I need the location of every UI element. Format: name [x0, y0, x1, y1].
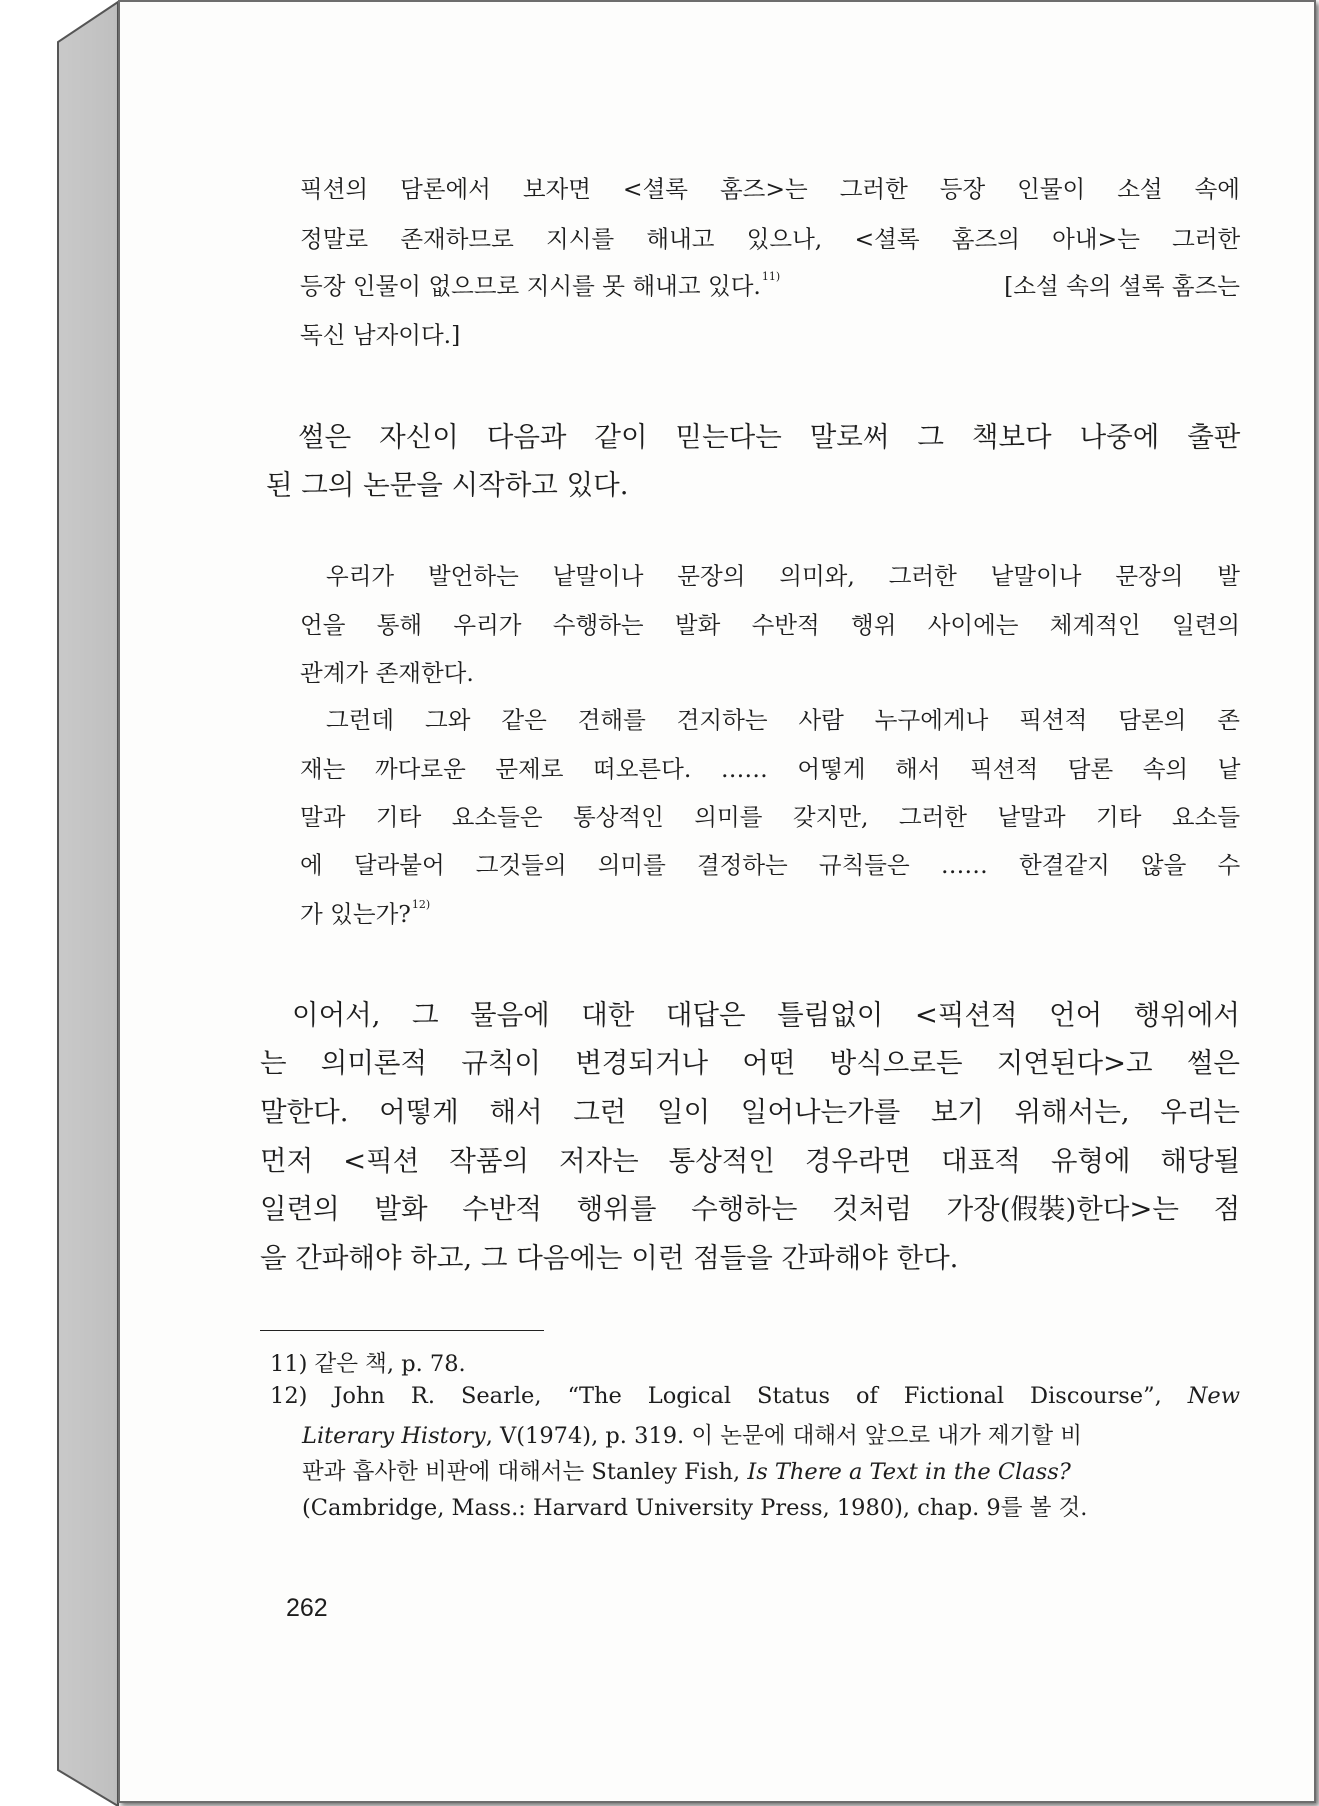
quote1-line-4: 독신 남자이다.]: [300, 321, 461, 349]
footnote-divider: [260, 1330, 544, 1331]
quote1-line-3: [300, 267, 780, 301]
quote2-line-4: 그런데 그와 같은 견해를 견지하는 사람 누구에게나 픽션적 담론의 존: [326, 706, 1240, 734]
footnote-12-journal-part1: New: [1187, 1383, 1240, 1409]
footnote-12-line-3-text: 판과 흡사한 비판에 대해서는 Stanley Fish,: [302, 1459, 741, 1485]
quote1-line-1: 픽션의 담론에서 보자면 <셜록 홈즈>는 그러한 등장 인물이 소설 속에: [300, 175, 1240, 203]
body2-line-3: 말한다. 어떻게 해서 그런 일이 일어나는가를 보기 위해서는, 우리는: [260, 1096, 1240, 1128]
footnote-12-line-4: (Cambridge, Mass.: Harvard University Press, 1980), chap. 9를 볼 것.: [302, 1495, 1088, 1521]
quote2-line-5: 재는 까다로운 문제로 떠오른다. …… 어떻게 해서 픽션적 담론 속의 낱: [300, 755, 1241, 783]
footnote-ref-12[interactable]: 12): [411, 898, 431, 911]
quote1-line-3-text: 등장 인물이 없으므로 지시를 못 해내고 있다.: [300, 272, 761, 300]
body2-line-4: 먼저 <픽션 작품의 저자는 통상적인 경우라면 대표적 유형에 해당될: [260, 1145, 1241, 1177]
quote1-line-3-bracket: [소설 속의 셜록 홈즈는: [1004, 272, 1240, 300]
document-page: [118, 0, 1316, 1803]
body2-line-1: 이어서, 그 물음에 대한 대답은 틀림없이 <픽션적 언어 행위에서: [292, 999, 1240, 1031]
quote2-line-7: 에 달라붙어 그것들의 의미를 결정하는 규칙들은 …… 한결같지 않을 수: [300, 851, 1241, 879]
body2-line-6: 을 간파해야 하고, 그 다음에는 이런 점들을 간파해야 한다.: [260, 1242, 959, 1274]
footnote-12-line-1: [270, 1383, 1240, 1409]
footnote-12-journal-part2: Literary History: [302, 1423, 486, 1449]
footnote-11: 11) 같은 책, p. 78.: [270, 1351, 466, 1377]
footnote-12-book-title: Is There a Text in the Class?: [747, 1459, 1071, 1485]
body1-line-2: 된 그의 논문을 시작하고 있다.: [266, 469, 629, 501]
footnote-12-line-2: [302, 1418, 1240, 1450]
book-spine: [0, 0, 130, 1806]
body2-line-5: 일련의 발화 수반적 행위를 수행하는 것처럼 가장(假裝)한다>는 점: [260, 1193, 1241, 1225]
footnote-12-line-1-text: 12) John R. Searle, “The Logical Status of Fictional Discourse”,: [270, 1383, 1162, 1409]
quote2-line-2: 언을 통해 우리가 수행하는 발화 수반적 행위 사이에는 체계적인 일련의: [300, 611, 1240, 639]
quote2-line-1: 우리가 발언하는 낱말이나 문장의 의미와, 그러한 낱말이나 문장의 발: [326, 562, 1240, 590]
body1-line-1: 썰은 자신이 다음과 같이 믿는다는 말로써 그 책보다 나중에 출판: [298, 421, 1241, 453]
quote2-line-6: 말과 기타 요소들은 통상적인 의미를 갖지만, 그러한 낱말과 기타 요소들: [300, 803, 1241, 831]
quote1-line-2: 정말로 존재하므로 지시를 해내고 있으나, <셜록 홈즈의 아내>는 그러한: [300, 225, 1241, 253]
quote2-line-8: [300, 895, 430, 929]
page-number: 262: [286, 1594, 328, 1622]
footnote-12-line-3: [302, 1454, 1240, 1486]
quote2-line-8-text: 가 있는가?: [300, 900, 411, 928]
body2-line-2: 는 의미론적 규칙이 변경되거나 어떤 방식으로든 지연된다>고 썰은: [260, 1047, 1240, 1079]
footnote-12-line-2-text: , V(1974), p. 319. 이 논문에 대해서 앞으로 내가 제기할 비: [485, 1423, 1083, 1449]
quote2-line-3: 관계가 존재한다.: [300, 659, 474, 687]
footnote-ref-11[interactable]: 11): [761, 270, 781, 283]
